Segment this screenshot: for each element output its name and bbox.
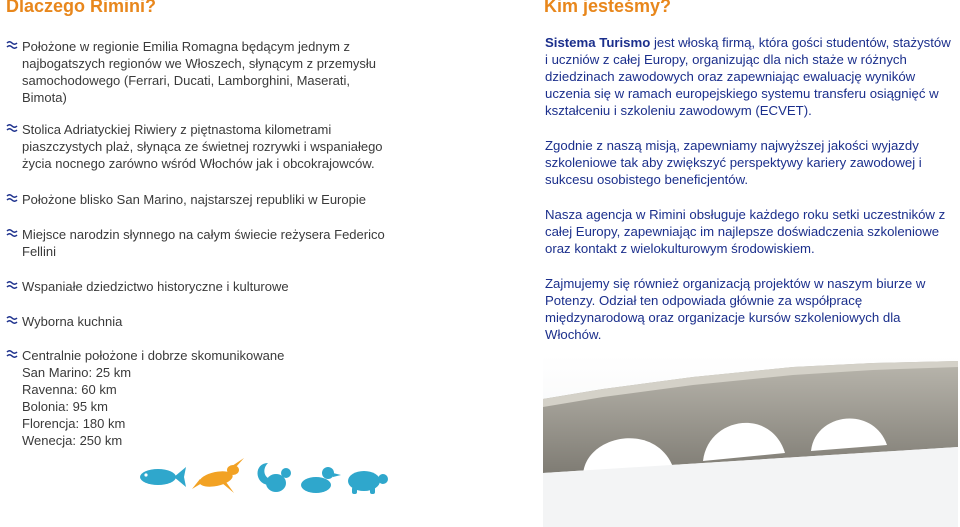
- animal-silhouettes: [136, 455, 396, 500]
- company-name: Sistema Turismo: [545, 35, 651, 50]
- about-text-1: jest włoską firmą, która gości studentów, stażystów i uczniów z całej Europy, organizując dla nich staże w różnych dziedzinach zawodowych oraz zapewniając ewaluację wyników uczenia się w ramach europejskiego systemu transferu osiągnięć w kształceniu i szkoleniu zawodowym (ECVET).: [545, 35, 951, 118]
- distance-wenecja: Wenecja: 250 km: [22, 433, 123, 448]
- about-paragraph-4: Zajmujemy się również organizacją projektów w naszym biurze w Potenzy. Odział ten odpowiada głównie za współpracę międzynarodową oraz organizacje kursów szkoleniowych dla Włochów.: [545, 276, 926, 342]
- about-paragraph-2: Zgodnie z naszą misją, zapewniamy najwyższej jakości wyjazdy szkoleniowe tak aby zwiększyć perspektywy kariery zawodowej i sukcesu osobistego beneficjentów.: [545, 138, 922, 187]
- duck-icon: [301, 467, 341, 493]
- double-wave-icon: [6, 279, 18, 291]
- bullet-fellini: [6, 226, 396, 260]
- hare-icon: [192, 458, 244, 493]
- fish-icon: [140, 467, 186, 487]
- central-text: Centralnie położone i dobrze skomunikowane: [22, 348, 285, 363]
- bullet-text: Położone w regionie Emilia Romagna będącym jednym z najbogatszych regionów we Włoszech, słynącym z przemysłu samochodowego (Ferrari, Ducati, Lamborghini, Maserati, Bimota): [22, 39, 377, 105]
- bullet-san-marino: [6, 191, 396, 208]
- bullet-riviera: [6, 121, 396, 172]
- distance-ravenna: Ravenna: 60 km: [22, 382, 117, 397]
- bullet-region-emilia: [6, 38, 396, 106]
- distance-san-marino: San Marino: 25 km: [22, 365, 132, 380]
- left-heading: Dlaczego Rimini?: [6, 0, 157, 16]
- bullet-text: Miejsce narodzin słynnego na całym świecie reżysera Federico Fellini: [22, 227, 385, 259]
- bullet-text: Wspaniałe dziedzictwo historyczne i kulturowe: [22, 279, 289, 294]
- squirrel-icon: [258, 463, 292, 492]
- bullet-heritage: [6, 278, 396, 295]
- double-wave-icon: [6, 314, 18, 326]
- distance-bolonia: Bolonia: 95 km: [22, 399, 108, 414]
- double-wave-icon: [6, 227, 18, 239]
- double-wave-icon: [6, 192, 18, 204]
- bullet-text: Położone blisko San Marino, najstarszej republiki w Europie: [22, 192, 366, 207]
- about-paragraph-1: [545, 34, 957, 119]
- distance-florencja: Florencja: 180 km: [22, 416, 126, 431]
- double-wave-icon: [6, 122, 18, 134]
- bullet-text: Stolica Adriatyckiej Riwiery z piętnastoma kilometrami piaszczystych plaż, słynąca ze świetnej rozrywki i wspaniałego życia nocnego zarówno wśród Włochów jak i obcokrajowców.: [22, 122, 383, 171]
- double-wave-icon: [6, 348, 18, 360]
- turtle-icon: [348, 471, 388, 494]
- bridge-photo: [543, 355, 958, 527]
- right-heading: Kim jesteśmy?: [544, 0, 672, 16]
- bullet-text: [22, 347, 396, 449]
- bullet-cuisine: [6, 313, 396, 330]
- about-paragraph-3: Nasza agencja w Rimini obsługuje każdego roku setki uczestników z całej Europy, zapewniając im najlepsze doświadczenia szkoleniowe oraz kontakt z wielokulturowym środowiskiem.: [545, 207, 946, 256]
- bullet-central: [6, 347, 396, 449]
- double-wave-icon: [6, 39, 18, 51]
- bullet-text: Wyborna kuchnia: [22, 314, 123, 329]
